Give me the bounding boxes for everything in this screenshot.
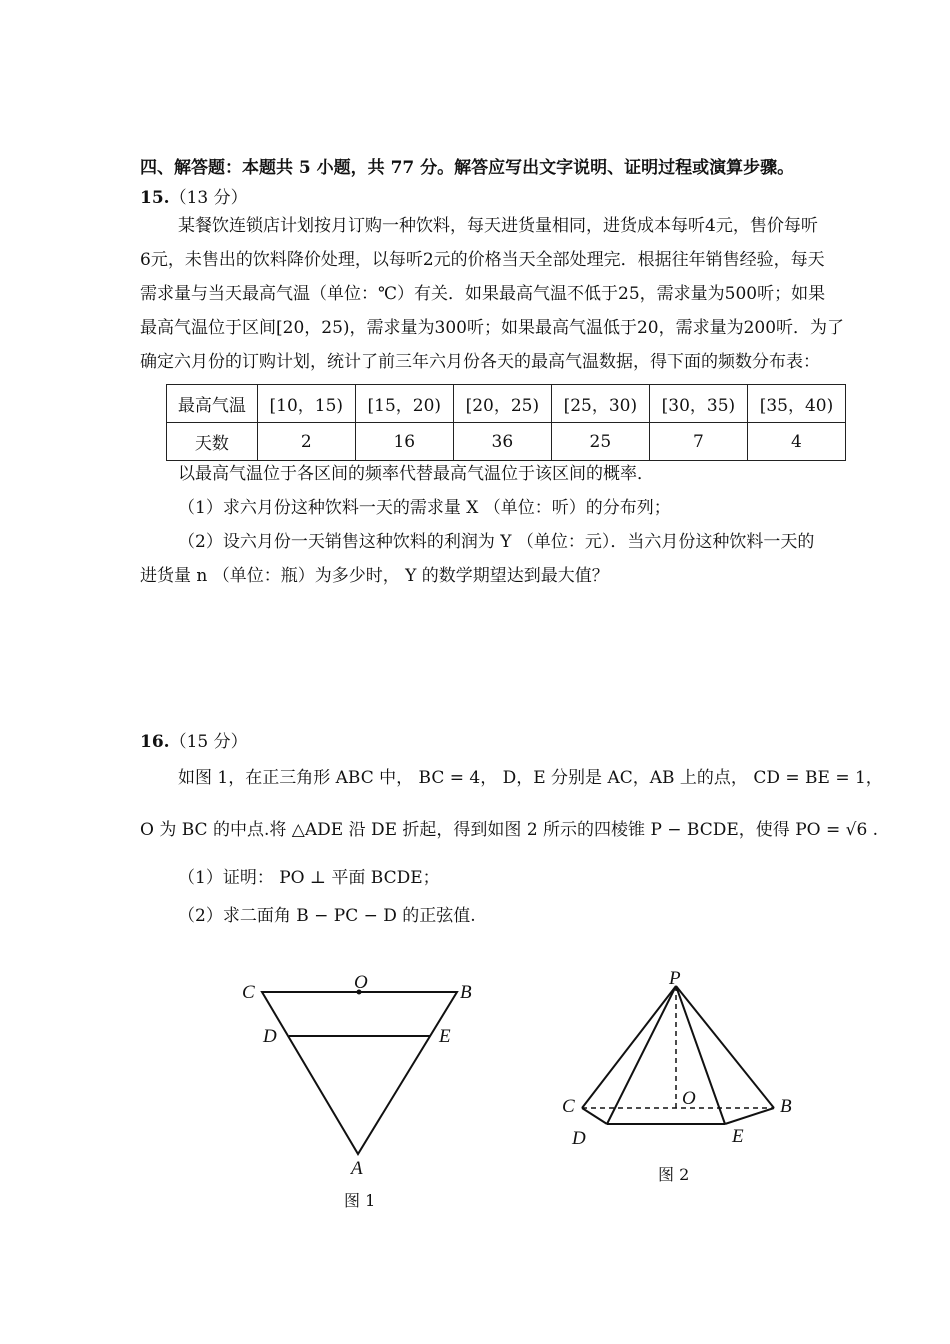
label-o: O [354, 972, 368, 993]
q16-number: 16. [140, 732, 170, 752]
q15-after-table: 以最高气温位于各区间的频率代替最高气温位于该区间的概率． [178, 464, 654, 484]
q16-text-line-2: O 为 BC 的中点.将 △ADE 沿 DE 折起，得到如图 2 所示的四棱锥 P − BCDE，使得 PO = √6 . [140, 820, 879, 840]
q15-part-2-line-1: （2）设六月份一天销售这种饮料的利润为 Y （单位：元）．当六月份这种饮料一天的 [178, 532, 815, 552]
section-header: 四、解答题：本题共 5 小题，共 77 分。解答应写出文字说明、证明过程或演算步骤。 [140, 158, 795, 178]
table-interval-cell: [20，25) [453, 385, 551, 423]
q16-part-2: （2）求二面角 B − PC − D 的正弦值. [178, 906, 476, 926]
q15-text-line-1: 某餐饮连锁店计划按月订购一种饮料，每天进货量相同，进货成本每听4元，售价每听 [178, 216, 818, 236]
figure-2 [556, 966, 816, 1206]
label-a: A [351, 1158, 363, 1179]
frequency-table [166, 384, 846, 461]
figure-1-caption: 图 1 [344, 1191, 376, 1210]
q15-text-line-3: 需求量与当天最高气温（单位：℃）有关．如果最高气温不低于25，需求量为500听；如果 [140, 284, 826, 304]
q16-heading [140, 730, 248, 754]
table-count-cell: 2 [257, 423, 355, 461]
table-count-cell: 7 [649, 423, 747, 461]
label-b: B [460, 982, 472, 1003]
edge-pc [582, 986, 676, 1108]
table-count-cell: 25 [551, 423, 649, 461]
figure-2-caption: 图 2 [658, 1165, 690, 1184]
edge-cd [582, 1108, 607, 1124]
table-interval-cell: [25，30) [551, 385, 649, 423]
table-interval-cell: [35，40) [747, 385, 845, 423]
label-p: P [669, 968, 681, 989]
label-o: O [682, 1088, 696, 1109]
q15-text-line-5: 确定六月份的订购计划，统计了前三年六月份各天的最高气温数据，得下面的频数分布表： [140, 352, 820, 372]
label-d: D [572, 1128, 586, 1149]
table-count-cell: 16 [355, 423, 453, 461]
q15-heading [140, 186, 248, 210]
q16-points: （15 分） [169, 732, 248, 752]
label-c: C [242, 982, 255, 1003]
edge-eb [725, 1108, 774, 1124]
label-c: C [562, 1096, 575, 1117]
table-header-label: 最高气温 [167, 385, 258, 423]
table-count-cell: 4 [747, 423, 845, 461]
table-row-counts [167, 423, 846, 461]
q15-text-line-2: 6元，未售出的饮料降价处理，以每听2元的价格当天全部处理完．根据往年销售经验，每天 [140, 250, 825, 270]
edge-pd [607, 986, 676, 1124]
q16-part-1: （1）证明： PO ⊥ 平面 BCDE； [178, 868, 440, 888]
label-b: B [780, 1096, 792, 1117]
q16-text-line-1: 如图 1，在正三角形 ABC 中， BC = 4， D，E 分别是 AC，AB 上的点， CD = BE = 1， [178, 768, 883, 788]
table-interval-cell: [15，20) [355, 385, 453, 423]
label-e: E [732, 1126, 744, 1147]
table-row-label: 天数 [167, 423, 258, 461]
label-d: D [263, 1026, 277, 1047]
q15-part-2-line-2: 进货量 n （单位：瓶）为多少时， Y 的数学期望达到最大值？ [140, 566, 609, 586]
q15-part-1: （1）求六月份这种饮料一天的需求量 X （单位：听）的分布列； [178, 498, 671, 518]
figure-1 [230, 960, 490, 1220]
triangle-abc [262, 992, 457, 1154]
label-e: E [439, 1026, 451, 1047]
q15-text-line-4: 最高气温位于区间[20，25)，需求量为300听；如果最高气温低于20，需求量为200听．为了 [140, 318, 845, 338]
table-interval-cell: [10，15) [257, 385, 355, 423]
q15-points: （13 分） [169, 188, 248, 208]
table-count-cell: 36 [453, 423, 551, 461]
q15-number: 15. [140, 188, 170, 208]
table-interval-cell: [30，35) [649, 385, 747, 423]
table-row-intervals [167, 385, 846, 423]
